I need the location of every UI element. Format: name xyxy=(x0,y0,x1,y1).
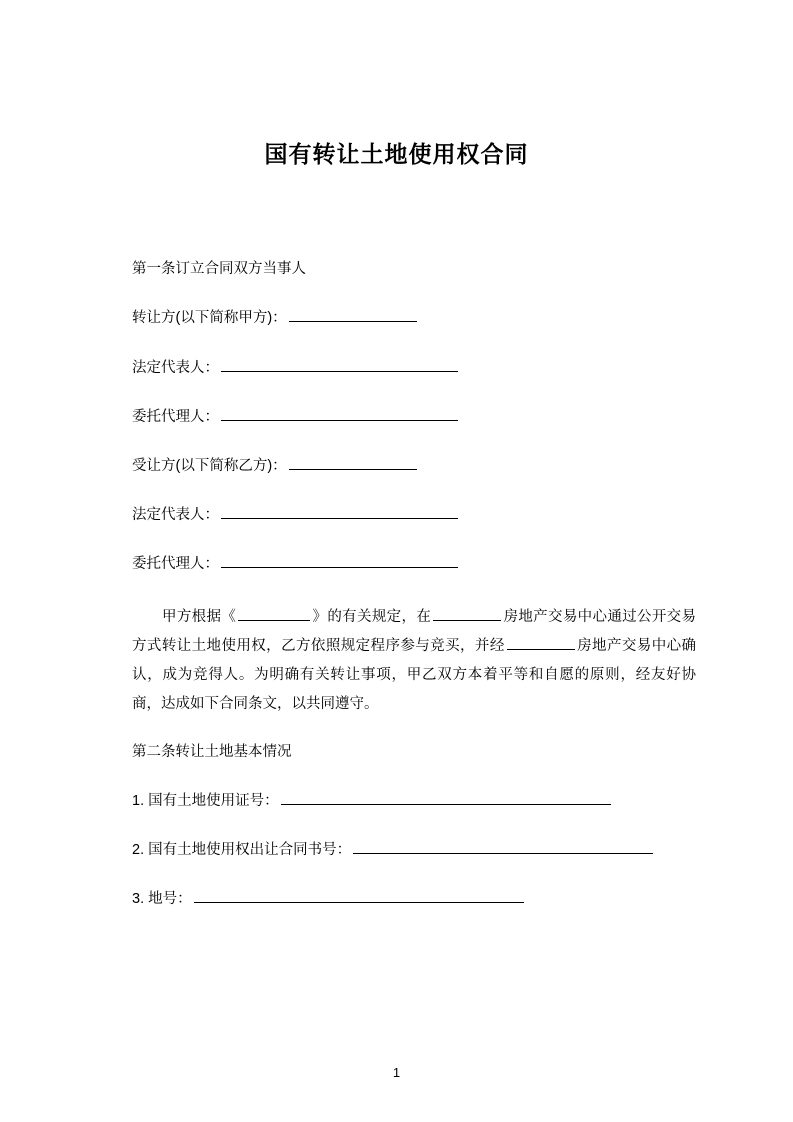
item-label: 1. 国有土地使用证号： xyxy=(132,792,279,809)
section-two-heading: 第二条转让土地基本情况 xyxy=(132,743,292,760)
party-blank[interactable] xyxy=(289,455,417,470)
item-blank[interactable] xyxy=(281,790,611,805)
party-blank[interactable] xyxy=(221,554,458,569)
party-row-legal-rep-a xyxy=(100,357,698,380)
party-row-transferor xyxy=(100,307,698,330)
preamble-blank-regulation[interactable] xyxy=(238,606,310,621)
party-row-agent-a xyxy=(100,406,698,429)
preamble-part-3: 房地产交易中心通过公开交易方式转让土地使用权，乙方依照规定程序参与竞买，并经 xyxy=(132,608,697,654)
item-row-grant-contract-number xyxy=(100,839,698,862)
party-blank[interactable] xyxy=(221,406,458,421)
preamble-part-1: 甲方根据《 xyxy=(162,608,237,625)
item-label: 3. 地号： xyxy=(132,891,192,908)
party-label: 委托代理人： xyxy=(132,408,219,425)
party-label: 委托代理人： xyxy=(132,556,219,573)
item-row-land-use-certificate xyxy=(100,790,698,813)
preamble-blank-center-1[interactable] xyxy=(433,606,501,621)
preamble-paragraph xyxy=(100,603,698,719)
party-row-transferee xyxy=(100,455,698,478)
page-number: 1 xyxy=(392,1065,401,1080)
party-row-legal-rep-b xyxy=(100,504,698,527)
preamble-blank-center-2[interactable] xyxy=(507,635,575,650)
document-body xyxy=(0,258,793,911)
item-label: 2. 国有土地使用权出让合同书号： xyxy=(132,841,352,858)
party-blank[interactable] xyxy=(289,308,417,323)
party-blank[interactable] xyxy=(221,504,458,519)
party-blank[interactable] xyxy=(221,357,458,372)
item-blank[interactable] xyxy=(353,839,653,854)
preamble-part-2: 》的有关规定，在 xyxy=(312,608,432,625)
section-one-heading: 第一条订立合同双方当事人 xyxy=(132,261,306,278)
preamble-part-4: 房地产交易中心确认，成为竞得人。为明确有关转让事项，甲乙双方本着平等和自愿的原则，经友好协商，达成如下合同条文，以共同遵守。 xyxy=(132,637,697,712)
party-label: 转让方(以下简称甲方)： xyxy=(132,310,287,327)
page-title: 国有转让土地使用权合同 xyxy=(264,141,529,167)
party-label: 法定代表人： xyxy=(132,359,219,376)
party-row-agent-b xyxy=(100,553,698,576)
item-blank[interactable] xyxy=(194,888,524,903)
party-label: 法定代表人： xyxy=(132,507,219,524)
party-label: 受让方(以下简称乙方)： xyxy=(132,457,287,474)
item-row-parcel-number xyxy=(100,888,698,911)
